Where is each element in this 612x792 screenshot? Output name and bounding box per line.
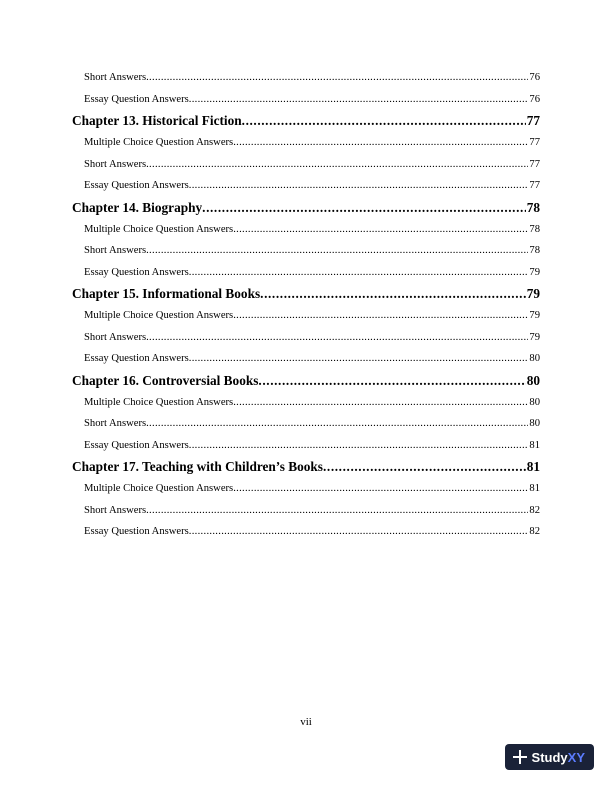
toc-entry-page: 77 — [529, 158, 540, 170]
dot-leader — [146, 327, 528, 349]
toc-subentry[interactable] — [72, 478, 540, 500]
toc-subentry[interactable] — [72, 262, 540, 284]
toc-entry-page: 76 — [529, 93, 540, 105]
toc-chapter-entry[interactable] — [72, 370, 540, 392]
toc-entry-label: Multiple Choice Question Answers — [84, 483, 234, 494]
toc-subentry[interactable] — [72, 521, 540, 543]
toc-chapter-entry[interactable] — [72, 110, 540, 132]
toc-entry-page: 81 — [526, 459, 540, 474]
toc-entry-label: Short Answers — [84, 158, 147, 170]
page-number: vii — [300, 716, 312, 728]
toc-entry-label: Chapter 17. Teaching with Children’s Books — [72, 459, 323, 474]
toc-entry-page: 82 — [529, 526, 540, 537]
table-of-contents — [72, 67, 540, 543]
toc-entry-label: Essay Question Answers — [84, 266, 189, 278]
toc-entry-page: 79 — [529, 266, 540, 278]
dot-leader — [233, 478, 528, 500]
toc-chapter-entry[interactable] — [72, 456, 540, 478]
dot-leader — [146, 240, 528, 262]
dot-leader — [242, 110, 526, 132]
dot-leader — [146, 67, 528, 89]
dot-leader — [189, 435, 529, 457]
toc-entry-page: 82 — [529, 504, 540, 516]
toc-subentry[interactable] — [72, 67, 540, 89]
toc-entry-page: 81 — [529, 483, 540, 494]
toc-chapter-entry[interactable] — [72, 283, 540, 305]
dot-leader — [233, 132, 528, 154]
dot-leader — [146, 154, 528, 176]
toc-subentry[interactable] — [72, 348, 540, 370]
dot-leader — [189, 262, 529, 284]
toc-entry-page: 81 — [529, 439, 540, 451]
dot-leader — [233, 392, 528, 414]
toc-entry-label: Multiple Choice Question Answers — [84, 310, 234, 321]
dot-leader — [323, 456, 526, 478]
dot-leader — [189, 521, 529, 543]
toc-entry-page: 79 — [526, 286, 540, 301]
toc-entry-label: Multiple Choice Question Answers — [84, 396, 234, 408]
brand-part-study: Study — [531, 749, 568, 765]
toc-entry-page: 76 — [529, 72, 540, 83]
toc-entry-label: Short Answers — [84, 72, 147, 83]
toc-entry-label: Essay Question Answers — [84, 526, 189, 537]
dot-leader — [233, 219, 528, 241]
toc-entry-page: 80 — [529, 418, 540, 429]
toc-subentry[interactable] — [72, 500, 540, 522]
toc-subentry[interactable] — [72, 154, 540, 176]
toc-entry-label: Chapter 13. Historical Fiction — [72, 113, 242, 128]
toc-entry-label: Chapter 15. Informational Books — [72, 286, 261, 301]
toc-entry-page: 77 — [526, 113, 540, 128]
dot-leader — [146, 500, 528, 522]
toc-subentry[interactable] — [72, 435, 540, 457]
dot-leader — [202, 197, 526, 219]
toc-entry-page: 80 — [526, 372, 540, 388]
dot-leader — [260, 283, 526, 305]
toc-subentry[interactable] — [72, 392, 540, 414]
plus-icon — [513, 750, 527, 764]
toc-entry-page: 79 — [529, 331, 540, 343]
toc-subentry[interactable] — [72, 89, 540, 111]
toc-subentry[interactable] — [72, 175, 540, 197]
toc-entry-label: Short Answers — [84, 245, 147, 256]
toc-entry-label: Short Answers — [84, 504, 147, 516]
toc-entry-label: Essay Question Answers — [84, 353, 189, 364]
dot-leader — [258, 370, 525, 392]
toc-entry-label: Chapter 16. Controversial Books — [72, 372, 259, 388]
toc-entry-label: Multiple Choice Question Answers — [84, 223, 234, 235]
toc-entry-label: Short Answers — [84, 331, 147, 343]
dot-leader — [233, 305, 528, 327]
toc-entry-page: 77 — [529, 180, 540, 191]
toc-entry-page: 80 — [529, 353, 540, 364]
toc-subentry[interactable] — [72, 413, 540, 435]
dot-leader — [189, 89, 529, 111]
toc-entry-page: 80 — [529, 396, 540, 408]
toc-subentry[interactable] — [72, 132, 540, 154]
toc-entry-label: Essay Question Answers — [84, 93, 189, 105]
toc-subentry[interactable] — [72, 219, 540, 241]
dot-leader — [146, 413, 528, 435]
toc-entry-page: 78 — [529, 245, 540, 256]
brand-text — [532, 750, 585, 765]
toc-subentry[interactable] — [72, 327, 540, 349]
toc-entry-label: Essay Question Answers — [84, 439, 189, 451]
toc-entry-page: 78 — [526, 199, 540, 215]
toc-entry-label: Chapter 14. Biography — [72, 199, 203, 215]
dot-leader — [189, 175, 529, 197]
studyxy-badge[interactable] — [505, 744, 594, 770]
dot-leader — [189, 348, 529, 370]
toc-chapter-entry[interactable] — [72, 197, 540, 219]
toc-entry-label: Multiple Choice Question Answers — [84, 137, 234, 148]
toc-subentry[interactable] — [72, 240, 540, 262]
toc-entry-page: 79 — [529, 310, 540, 321]
toc-subentry[interactable] — [72, 305, 540, 327]
toc-entry-label: Essay Question Answers — [84, 180, 189, 191]
brand-part-xy: XY — [567, 749, 585, 765]
toc-entry-page: 77 — [529, 137, 540, 148]
toc-entry-page: 78 — [529, 223, 540, 235]
toc-entry-label: Short Answers — [84, 418, 147, 429]
